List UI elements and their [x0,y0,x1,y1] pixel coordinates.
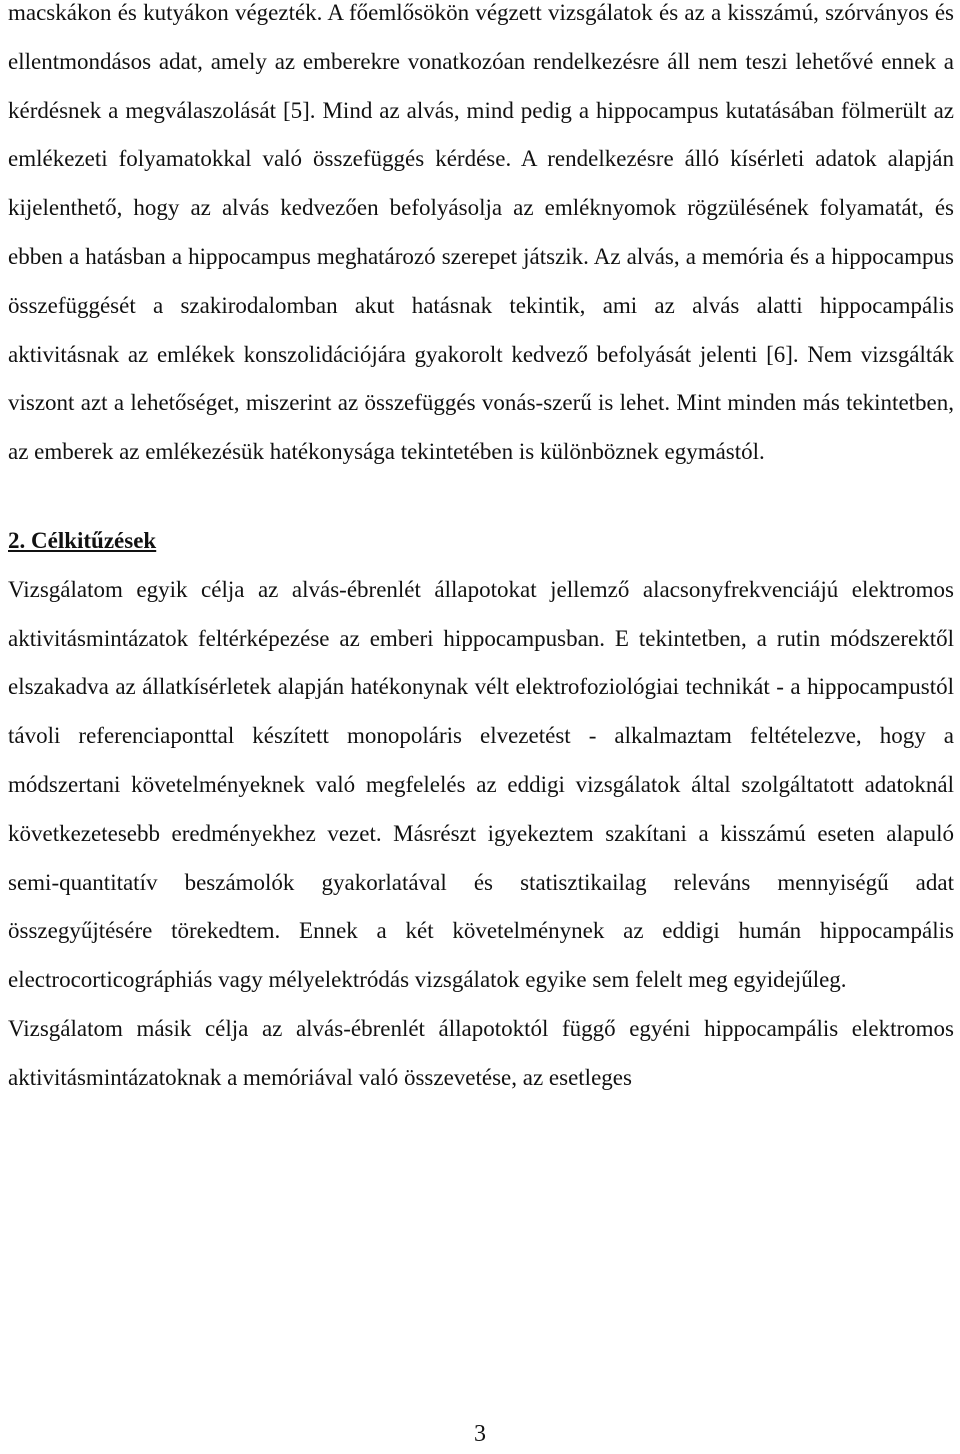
document-page [8,0,954,1103]
body-paragraph-aim-2: Vizsgálatom másik célja az alvás-ébrenlét állapotoktól függő egyéni hippocampális elektromos aktivitásmintázatoknak a memóriával való összevetése, az esetleges [8,1015,954,1090]
page-number: 3 [474,1421,486,1447]
body-paragraph-intro: macskákon és kutyákon végezték. A főemlősökön végzett vizsgálatok és az a kisszámú, szórványos és ellentmondásos adat, amely az emberekre vonatkozóan rendelkezésre áll nem teszi lehetővé ennek a kérdésnek a megválaszolását [5]. Mind az alvás, mind pedig a hippocampus kutatásában fölmerült az emlékezeti folyamatokkal való összefüggés kérdése. A rendelkezésre álló kísérleti adatok alapján kijelenthető, hogy az alvás kedvezően befolyásolja az emléknyomok rögzülésének folyamatát, és ebben a hatásban a hippocampus meghatározó szerepet játszik. Az alvás, a memória és a hippocampus összefüggését a szakirodalomban akut hatásnak tekintik, ami az alvás alatti hippocampális aktivitásnak az emlékek konszolidációjára gyakorolt kedvező befolyását jelenti [6]. Nem vizsgálták viszont azt a lehetőséget, miszerint az összefüggés vonás-szerű is lehet. Mint minden más tekintetben, az emberek az emlékezésük hatékonysága tekintetében is különböznek egymástól. [8,0,954,465]
body-paragraph-aim-1: Vizsgálatom egyik célja az alvás-ébrenlét állapotokat jellemző alacsonyfrekvenciájú elektromos aktivitásmintázatok feltérképezése az emberi hippocampusban. E tekintetben, a rutin módszerektől elszakadva az állatkísérletek alapján hatékonynak vélt elektrofoziológiai technikát - a hippocampustól távoli referenciaponttal készített monopoláris elvezetést - alkalmaztam feltételezve, hogy a módszertani követelményeknek való megfelelés az eddigi vizsgálatok által szolgáltatott adatoknál következetesebb eredményekhez vezet. Másrészt igyekeztem szakítani a kisszámú eseten alapuló semi-quantitatív beszámolók gyakorlatával és statisztikailag releváns mennyiségű adat összegyűjtésére törekedtem. Ennek a két követelménynek az eddigi humán hippocampális electrocorticográphiás vagy mélyelektródás vizsgálatok egyike sem felelt meg egyidejűleg. [8,576,954,993]
section-heading: 2. Célkitűzések [8,527,157,553]
